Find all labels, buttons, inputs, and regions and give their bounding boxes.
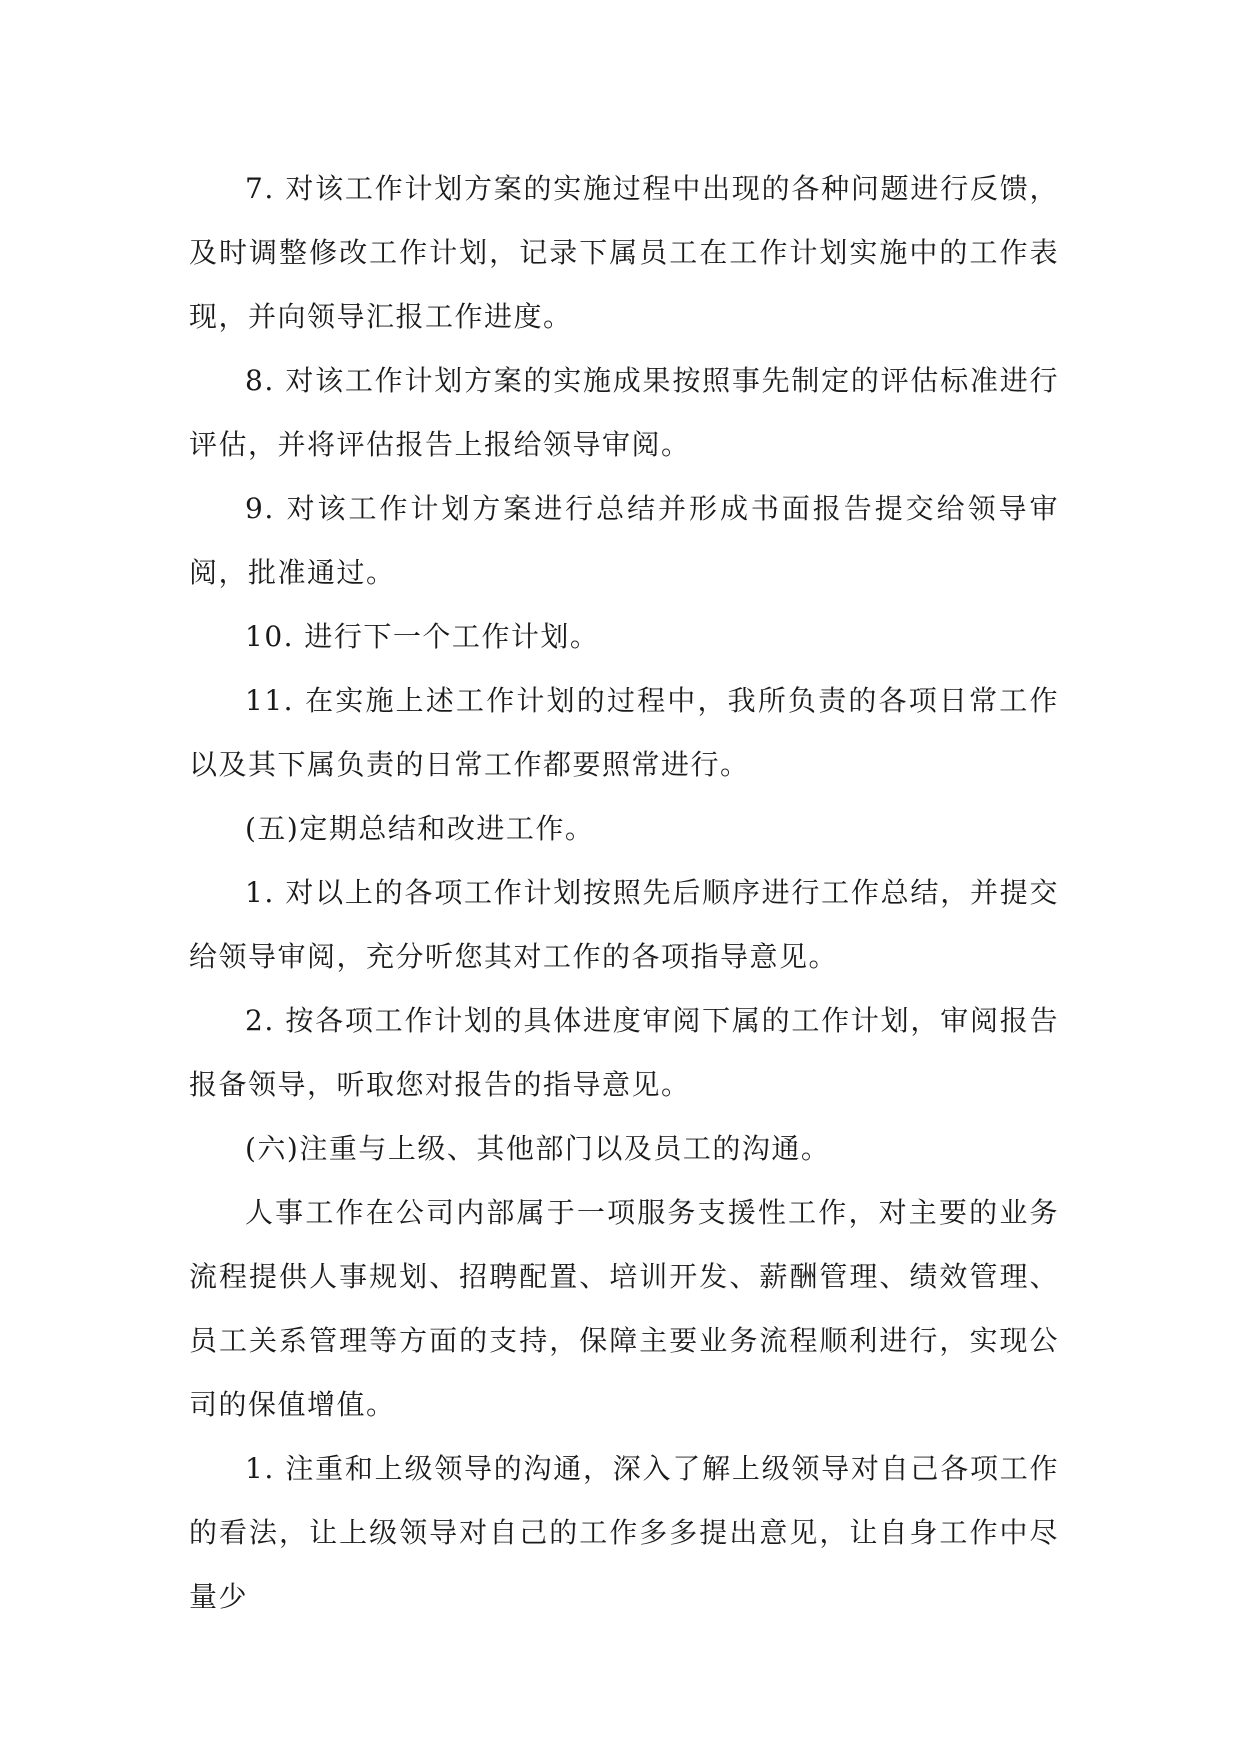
paragraph-item-1-superior-communication: 1. 注重和上级领导的沟通，深入了解上级领导对自己各项工作的看法，让上级领导对自己的工作多多提出意见，让自身工作中尽量少 [189, 1452, 1059, 1613]
section-heading-6: (六)注重与上级、其他部门以及员工的沟通。 [245, 1132, 831, 1165]
paragraph-item-1-summary-order: 1. 对以上的各项工作计划按照先后顺序进行工作总结，并提交给领导审阅，充分听您其对工作的各项指导意见。 [189, 876, 1059, 973]
paragraph-item-2-review-plans: 2. 按各项工作计划的具体进度审阅下属的工作计划，审阅报告报备领导，听取您对报告的指导意见。 [189, 1004, 1059, 1101]
document-body [189, 157, 1059, 1629]
section-heading-5: (五)定期总结和改进工作。 [245, 812, 595, 845]
paragraph-item-7-feedback: 7. 对该工作计划方案的实施过程中出现的各种问题进行反馈，及时调整修改工作计划，记录下属员工在工作计划实施中的工作表现，并向领导汇报工作进度。 [189, 172, 1059, 333]
paragraph-item-8-evaluation: 8. 对该工作计划方案的实施成果按照事先制定的评估标准进行评估，并将评估报告上报给领导审阅。 [189, 364, 1059, 461]
paragraph-item-11-daily-work: 11. 在实施上述工作计划的过程中，我所负责的各项日常工作以及其下属负责的日常工作都要照常进行。 [189, 684, 1059, 781]
paragraph-item-9-summary: 9. 对该工作计划方案进行总结并形成书面报告提交给领导审阅，批准通过。 [189, 492, 1059, 589]
paragraph-item-10-next-plan: 10. 进行下一个工作计划。 [245, 620, 600, 653]
paragraph-hr-role: 人事工作在公司内部属于一项服务支援性工作，对主要的业务流程提供人事规划、招聘配置、培训开发、薪酬管理、绩效管理、员工关系管理等方面的支持，保障主要业务流程顺利进行，实现公司的保值增值。 [189, 1196, 1059, 1421]
